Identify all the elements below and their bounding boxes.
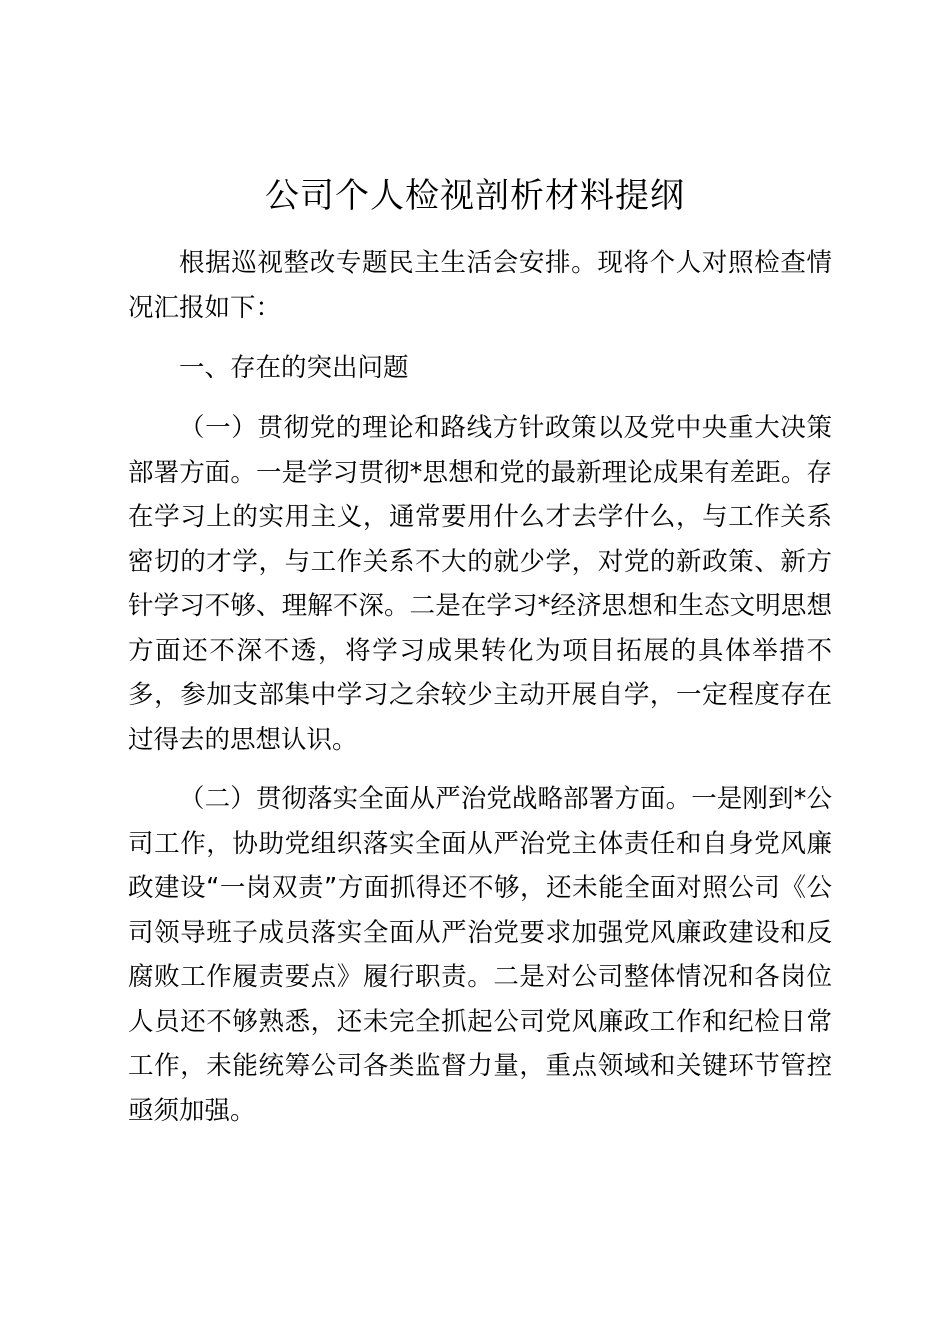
section-2-paragraph: （二）贯彻落实全面从严治党战略部署方面。一是刚到*公司工作，协助党组织落实全面从严治党主体责任和自身党风廉政建设“一岗双责”方面抓得还不够，还未能全面对照公司《公司领导班子成员落实全面从严治党要求加强党风廉政建设和反腐败工作履责要点》履行职责。二是对公司整体情况和各岗位人员还不够熟悉，还未完全抓起公司党风廉政工作和纪检日常工作，未能统筹公司各类监督力量，重点领域和关键环节管控亟须加强。 — [128, 784, 832, 1126]
document-title: 公司个人检视剖析材料提纲 — [265, 176, 685, 216]
section-1-paragraph: （一）贯彻党的理论和路线方针政策以及党中央重大决策部署方面。一是学习贯彻*思想和党的最新理论成果有差距。存在学习上的实用主义，通常要用什么才去学什么，与工作关系密切的才学，与工作关系不大的就少学，对党的新政策、新方针学习不够、理解不深。二是在学习*经济思想和生态文明思想方面还不深不透，将学习成果转化为项目拓展的具体举措不多，参加支部集中学习之余较少主动开展自学，一定程度存在过得去的思想认识。 — [128, 413, 832, 755]
section-heading: 一、存在的突出问题 — [179, 353, 409, 383]
intro-paragraph: 根据巡视整改专题民主生活会安排。现将个人对照检查情况汇报如下： — [128, 248, 832, 323]
